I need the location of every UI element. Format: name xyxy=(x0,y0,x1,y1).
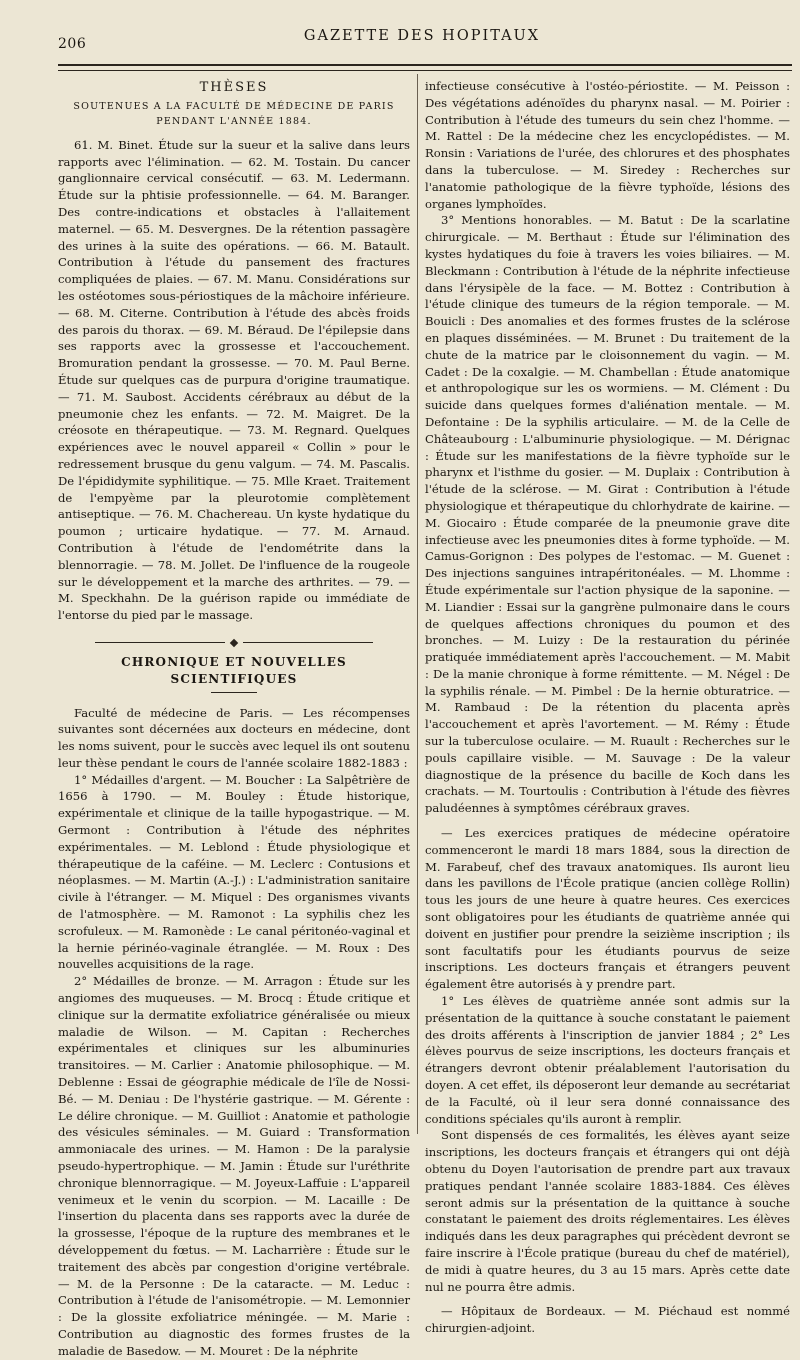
conditions-admission: 1° Les élèves de quatrième année sont admis sur la présentation de la quittance à souche constatant le paiement des droits afférents à l'inscription de janvier 1884 ; 2° Les élèves pourvus de seize inscriptions, les docteurs français et étrangers devront obtenir préalablement l'autorisation du doyen. A cet effet, ils déposeront leur demande au secrétariat de la Faculté, où il leur sera donné connaissance des conditions spéciales qu'ils auront à remplir. xyxy=(425,994,790,1126)
chronique-title: CHRONIQUE ET NOUVELLES SCIENTIFIQUES xyxy=(121,654,347,686)
exercices-pratiques: — Les exercices pratiques de médecine opératoire commenceront le mardi 18 mars 1884, sous la direction de M. Farabeuf, chef des travaux anatomiques. Ils auront lieu dans les pavillons de l'École pratique (ancien collège Rollin) tous les jours de une heure à quatre heures. Ces exercices sont obligatoires pour les étudiants de quatrième année qui doivent en justifier pour prendre la seizième inscription ; ils sont facultatifs pour les étudiants pourvus de seize inscriptions. Les docteurs français et étrangers peuvent également être autorisés à y prendre part. xyxy=(425,826,790,992)
spacer xyxy=(425,817,790,825)
ornament-line xyxy=(243,642,373,643)
dispenses: Sont dispensés de ces formalités, les élèves ayant seize inscriptions, les docteurs français et étrangers qui ont déjà obtenu du Doyen l'autorisation de prendre part aux travaux pratiques pendant l'année scolaire 1883-1884. Ces élèves seront admis sur la présentation de la quittance à souche constatant le paiement des droits réglementaires. Les élèves indiqués dans les deux paragraphes qui précèdent devront se faire inscrire à l'École pratique (bureau du chef de matériel), de midi à quatre heures, du 3 au 15 mars. Après cette date nul ne pourra être admis. xyxy=(425,1128,790,1294)
medailles-bronze: 2° Médailles de bronze. — M. Arragon : Étude sur les angiomes des muqueuses. — M. Brocq : Étude critique et clinique sur la dermatite exfoliatrice généralisée ou mieux maladie de Wilson. — M. Capitan : Recherches expérimentales et cliniques sur les albuminuries transitoires. — M. Carlier : Anatomie philosophique. — M. Deblenne : Essai de géographie médicale de l'île de Nossi-Bé. — M. Deniau : De l'hystérie gastrique. — M. Gérente : Le délire chronique. — M. Guilliot : Anatomie et pathologie des vésicules séminales. — M. Guiard : Transformation ammoniacale des urines. — M. Hamon : De la paralysie pseudo-hypertrophique. — M. Jamin : Étude sur l'uréthrite chronique blennorragique. — M. Joyeux-Laffuie : L'appareil venimeux et le venin du scorpion. — M. Lacaille : De l'insertion du placenta dans ses rapports avec la durée de la grossesse, l'époque de la rupture des membranes et le développement du fœtus. — M. Lacharrière : Étude sur le traitement des abcès par congestion d'origine vertébrale. — M. de la Personne : De la cataracte. — M. Leduc : Contribution à l'étude de l'anisométropie. — M. Lemonnier : De la glossite exfoliatrice méningée. — M. Marie : Contribution au diagnostic des formes frustes de la maladie de Basedow. — M. Mouret : De la néphrite xyxy=(58,974,410,1358)
spacer xyxy=(58,129,410,137)
theses-list: 61. M. Binet. Étude sur la sueur et la salive dans leurs rapports avec l'élimination. — 62. M. Tostain. Du cancer ganglionnaire cervical consécutif. — 63. M. Ledermann. Étude sur la phtisie professionnelle. — 64. M. Baranger. Des contre-indications et obstacles à l'allaitement maternel. — 65. M. Desvergnes. De la rétention passagère des urines à la suite des opérations. — 66. M. Batault. Contribution à l'étude du pansement des fractures compliquées de plaies. — 67. M. Manu. Considérations sur les ostéotomes sous-périostiques de la mâchoire inférieure. — 68. M. Citerne. Contribution à l'étude des abcès froids des parois du thorax. — 69. M. Béraud. De l'épilepsie dans ses rapports avec la grossesse et l'accouchement. Bromuration pendant la grossesse. — 70. M. Paul Berne. Étude sur quelques cas de purpura d'origine traumatique. — 71. M. Saubost. Accidents cérébraux au début de la pneumonie chez les enfants. — 72. M. Maigret. De la créosote en thérapeutique. — 73. M. Regnard. Quelques expériences avec le nouvel appareil « Collin » pour le redressement brusque du genu valgum. — 74. M. Pascalis. De l'épididymite syphilitique. — 75. Mlle Kraet. Traitement de l'empyème par la pleurotomie complètement antiseptique. — 76. M. Chachereau. Un kyste hydatique du poumon ; urticaire hydatique. — 77. M. Arnaud. Contribution à l'étude de l'endométrite dans la blennorragie. — 78. M. Jollet. De l'influence de la rougeole sur le développement et la marche des arthrites. — 79. — M. Speckhahn. De la guérison rapide ou immédiate de l'entorse du pied par le massage. xyxy=(58,137,410,623)
spacer xyxy=(425,1295,790,1303)
page-number: 206 xyxy=(58,36,87,52)
short-rule xyxy=(211,692,257,693)
section-ornament xyxy=(58,634,410,644)
page-header xyxy=(52,28,792,50)
hopitaux-bordeaux: — Hôpitaux de Bordeaux. — M. Piéchaud est nommé chirurgien-adjoint. xyxy=(425,1304,790,1336)
medailles-argent: 1° Médailles d'argent. — M. Boucher : La Salpêtrière de 1656 à 1790. — M. Bouley : Étude historique, expérimentale et clinique de la taille hypogastrique. — M. Germont : Contribution à l'étude des néphrites expérimentales. — M. Leblond : Étude physiologique et thérapeutique de la caféine. — M. Leclerc : Contusions et néoplasmes. — M. Martin (A.-J.) : L'administration sanitaire civile à l'étranger. — M. Miquel : Des organismes vivants de l'atmosphère. — M. Ramonot : La syphilis chez les scrofuleux. — M. Ramonède : Le canal péritonéo-vaginal et la hernie périnéo-vaginale étranglée. — M. Roux : Des nouvelles acquisitions de la rage. xyxy=(58,772,410,972)
mentions-honorables: 3° Mentions honorables. — M. Batut : De la scarlatine chirurgicale. — M. Berthaut : Étude sur l'élimination des kystes hydatiques du foie à travers les voies biliaires. — M. Bleckmann : Contribution à l'étude de la néphrite infectieuse dans l'érysipèle de la face. — M. Bottez : Contribution à l'étude clinique des tumeurs de la région temporale. — M. Bouicli : Des anomalies et des formes frustes de la sclérose en plaques disséminées. — M. Brunet : Du traitement de la chute de la matrice par le cloisonnement du vagin. — M. Cadet : De la coxalgie. — M. Chambellan : Étude anatomique et anthropologique sur les os wormiens. — M. Clément : Du suicide dans quelques formes d'aliénation mentale. — M. Defontaine : De la syphilis articulaire. — M. de la Celle de Châteaubourg : L'albuminurie physiologique. — M. Dérignac : Étude sur les manifestations de la fièvre typhoïde sur le pharynx et l'isthme du gosier. — M. Duplaix : Contribution à l'étude de la sclérose. — M. Girat : Contribution à l'étude physiologique et thérapeutique du chlorhydrate de kairine. — M. Giocairo : Étude comparée de la pneumonie grave dite infectieuse avec les pneumonies dites à forme typhoïde. — M. Camus-Gorignon : Des polypes de l'estomac. — M. Guenet : Des injections sanguines intrapéritonéales. — M. Lhomme : Étude expérimentale sur l'action physique de la saponine. — M. Liandier : Essai sur la gangrène pulmonaire dans le cours de quelques affections chroniques du poumon et des bronches. — M. Luizy : De la restauration du périnée pratiquée immédiatement après l'accouchement. — M. Mabit : De la manie chronique à forme rémittente. — M. Négel : De la syphilis rénale. — M. Pimbel : De la hernie obturatrice. — M. Rambaud : De la rétention du placenta après l'accouchement et après l'avortement. — M. Rémy : Étude sur la tuberculose oculaire. — M. Ruault : Recherches sur le pouls capillaire visible. — M. Sauvage : De la valeur diagnostique de la présence du bacille de Koch dans les crachats. — M. Tourtoulis : Contribution à l'étude des fièvres paludéennes à symptômes cérébraux graves. xyxy=(425,213,790,816)
theses-subtitle-year: PENDANT L'ANNÉE 1884. xyxy=(156,115,312,127)
faculte-intro: Faculté de médecine de Paris. — Les récompenses suivantes sont décernées aux docteurs en médecine, dont les noms suivent, pour le succès avec lequel ils ont soutenu leur thèse pendant le cours de l'année scolaire 1882-1883 : xyxy=(58,705,410,770)
ornament-line xyxy=(95,642,225,643)
theses-subtitle: SOUTENUES A LA FACULTÉ DE MÉDECINE DE PARIS xyxy=(73,100,395,112)
header-rule xyxy=(58,64,792,66)
column-divider xyxy=(417,74,418,1134)
journal-title: GAZETTE DES HOPITAUX xyxy=(303,28,541,44)
theses-title: THÈSES xyxy=(199,80,269,95)
bronze-continuation: infectieuse consécutive à l'ostéo-périostite. — M. Peisson : Des végétations adénoïdes du pharynx nasal. — M. Poirier : Contribution à l'étude des tumeurs du sein chez l'homme. — M. Rattel : De la médecine chez les encyclopédistes. — M. Ronsin : Variations de l'urée, des chlorures et des phosphates dans la tuberculose. — M. Siredey : Recherches sur l'anatomie pathologique de la fièvre typhoïde, lésions des organes lymphoïdes. xyxy=(425,79,790,211)
right-column xyxy=(425,78,790,1337)
ornament-dot xyxy=(230,639,238,647)
left-column xyxy=(58,78,410,1360)
header-rule-thin xyxy=(58,70,792,71)
